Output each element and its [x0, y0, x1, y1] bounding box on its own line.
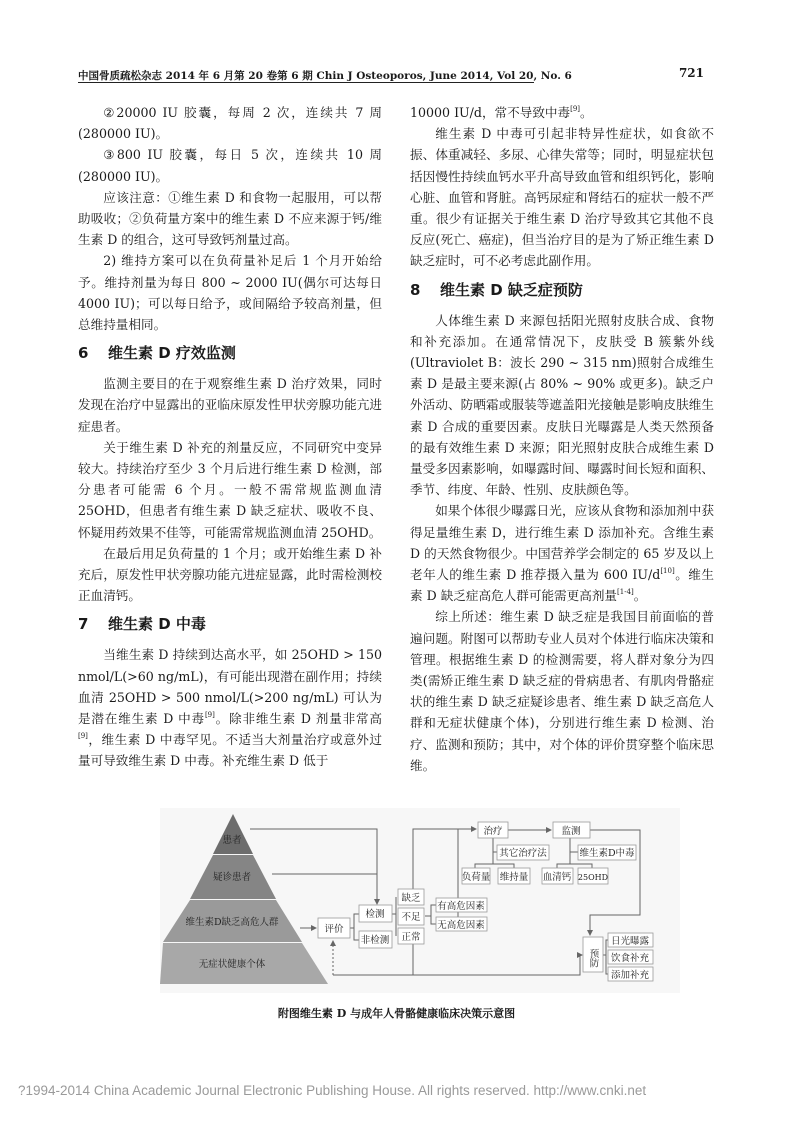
prevention-box: 预防	[587, 948, 599, 968]
paragraph	[410, 500, 714, 606]
paragraph-text: 人体维生素 D 来源包括阳光照射皮肤合成、食物和补充添加。在通常情况下，皮肤受 B 簇紫外线(Ultraviolet B：波长 290 ~ 315 nm)照射合成维生素 D 是最主要来源(占 80% ~ 90% 或更多)。缺乏户外活动、防晒霜或服装等遮盖阳光接触是影响皮肤维生素 D 合成的重要因素。皮肤日光曝露是人类天然预备的最有效维生素 D 来源；阳光照射皮肤合成维生素 D 量受多因素影响，如曝露时间、曝露时间长短和面积、季节、纬度、年龄、性别、皮肤颜色等。	[410, 312, 714, 498]
risk-none: 无高危因素	[437, 920, 485, 931]
header-rule	[78, 82, 534, 83]
section-title: 维生素 D 缺乏症预防	[440, 280, 583, 299]
paragraph-text: 监测主要目的在于观察维生素 D 治疗效果，同时发现在治疗中显露出的亚临床原发性甲状旁腺功能亢进症患者。	[78, 376, 382, 434]
paragraph-text: 2) 维持方案可以在负荷量补足后 1 个月开始给予。维持剂量为每日 800 ~ 2000 IU(偶尔可达每日 4000 IU)；可以每日给予，或间隔给予较高剂量，但总维持量相同。	[78, 253, 382, 333]
toxicity-box: 维生素D中毒	[579, 848, 635, 859]
page-number: 721	[678, 66, 704, 80]
figure-caption: 附图维生素 D 与成年人骨骼健康临床决策示意图	[277, 1007, 516, 1020]
paragraph-text: 应该注意：①维生素 D 和食物一起服用，可以帮助吸收；②负荷量方案中的维生素 D 不应来源于钙/维生素 D 的组合，这可导致钙剂量过高。	[78, 189, 382, 248]
paragraph-text: 10000 IU/d，常不导致中毒	[410, 105, 571, 120]
section-title: 维生素 D 疗效监测	[108, 344, 236, 363]
status-normal: 正常	[401, 932, 421, 943]
paragraph	[410, 310, 714, 501]
paragraph	[78, 250, 382, 335]
loading-dose-box: 负荷量	[461, 872, 491, 883]
journal-header: 中国骨质疏松杂志 2014 年 6 月第 20 卷第 6 期 Chin J Osteoporos, June 2014, Vol 20, No. 6	[78, 70, 572, 82]
paragraph	[78, 644, 382, 771]
paragraph-text: 维生素 D 中毒可引起非特异性症状，如食欲不振、体重减轻、多尿、心律失常等；同时，明显症状包括因慢性持续血钙水平升高导致血管和组织钙化，影响心脏、血管和肾脏。高钙尿症和肾结石的症状一般不严重。很少有证据关于维生素 D 治疗导致其它其他不良反应(死亡、癌症)，但当治疗目的是为了矫正维生素 D 缺乏症时，可不必考虑此副作用。	[410, 126, 714, 269]
paragraph	[78, 437, 382, 543]
section-heading	[410, 280, 714, 300]
decision-diagram	[160, 808, 680, 1000]
pyramid-label-healthy: 无症状健康个体	[198, 959, 266, 970]
paragraph	[410, 102, 714, 123]
monitoring-box: 监测	[561, 826, 581, 837]
citation-reference[interactable]: [10]	[660, 567, 675, 576]
25ohd-box: 25OHD	[577, 873, 609, 882]
paragraph-text: 如果个体很少曝露日光，应该从食物和添加剂中获得足量维生素 D，进行维生素 D 添加补充。含维生素 D 的天然食物很少。中国营养学会制定的 65 岁及以上老年人的维生素 D 推荐摄入量为 600 IU/d	[410, 503, 714, 583]
maintenance-dose-box: 维持量	[499, 872, 529, 883]
paragraph-text: ，维生素 D 中毒罕见。不适当大剂量治疗或意外过量可导致维生素 D 中毒。补充维生素 D 低于	[78, 732, 382, 769]
paragraph-text: ③800 IU 胶囊，每日 5 次，连续共 10 周(280000 IU)。	[78, 147, 382, 184]
prevention-diet: 饮食补充	[610, 953, 650, 964]
prevention-sunlight: 日光曝露	[610, 936, 650, 947]
paragraph-text: 综上所述：维生素 D 缺乏症是我国目前面临的普遍问题。附图可以帮助专业人员对个体进行临床决策和管理。根据维生素 D 的检测需要，将人群对象分为四类(需矫正维生素 D 缺乏症的骨病患者、有肌肉骨骼症状的维生素 D 缺乏症疑诊患者、维生素 D 缺乏高危人群和无症状健康个体)，分别进行维生素 D 检测、治疗、监测和预防；其中，对个体的评价贯穿整个临床思维。	[410, 609, 714, 773]
evaluate-box: 评价	[324, 924, 344, 935]
test-box: 检测	[365, 909, 385, 920]
risk-high: 有高危因素	[437, 901, 485, 912]
paragraph-text: ②20000 IU 胶囊，每周 2 次，连续共 7 周(280000 IU)。	[78, 105, 382, 142]
left-column	[78, 102, 382, 772]
paragraph	[410, 123, 714, 271]
prevention-supplement: 添加补充	[610, 970, 650, 981]
section-number: 7	[78, 615, 89, 634]
paragraph	[78, 144, 382, 186]
paragraph-text: 。除非维生素 D 剂量非常高	[214, 711, 382, 727]
no-test-box: 非检测	[360, 935, 390, 946]
citation-reference[interactable]: [1-4]	[617, 588, 634, 597]
section-heading	[78, 343, 382, 363]
paragraph-text: 当维生素 D 持续到达高水平，如 25OHD > 150 nmol/L(>60 ng/mL)，有可能出现潜在副作用；持续血清 25OHD > 500 nmol/L(>200 ng/mL) 可认为是潜在维生素 D 中毒	[78, 647, 382, 727]
pyramid-label-suspected: 疑诊患者	[212, 872, 252, 883]
serum-calcium-box: 血清钙	[542, 872, 572, 883]
copyright-footer: ?1994-2014 China Academic Journal Electronic Publishing House. All rights reserved. http://www.cnki.net	[18, 1083, 647, 1098]
citation-reference[interactable]: [9]	[78, 732, 88, 741]
paragraph	[78, 102, 382, 144]
paragraph-text: 。	[633, 588, 647, 604]
other-treatment-box: 其它治疗法	[499, 848, 547, 859]
paragraph-text: 关于维生素 D 补充的剂量反应，不同研究中变异较大。持续治疗至少 3 个月后进行维生素 D 检测，部分患者可能需 6 个月。一般不需常规监测血清 25OHD，但患者有维生素 D 缺乏症状、吸收不良、怀疑用药效果不佳等，可能需常规监测血清 25OHD。	[78, 439, 382, 540]
status-deficient: 缺乏	[401, 893, 421, 904]
paragraph-text: 在最后用足负荷量的 1 个月；或开始维生素 D 补充后，原发性甲状旁腺功能亢进症显露，此时需检测校正血清钙。	[78, 545, 382, 604]
citation-reference[interactable]: [9]	[204, 711, 215, 720]
section-title: 维生素 D 中毒	[108, 615, 206, 634]
section-heading	[78, 614, 382, 634]
section-number: 6	[78, 344, 89, 363]
status-insufficient: 不足	[401, 912, 421, 923]
pyramid-label-high-risk: 维生素D缺乏高危人群	[185, 917, 279, 928]
citation-reference[interactable]: [9]	[570, 105, 581, 113]
pyramid-label-patients: 患者	[222, 835, 242, 846]
running-header	[78, 66, 714, 82]
right-column	[410, 102, 714, 776]
paragraph-text: 。	[580, 105, 593, 120]
section-number: 8	[410, 280, 421, 299]
treatment-box: 治疗	[483, 826, 503, 837]
paragraph	[78, 543, 382, 607]
paragraph-text: 。维生素 D 缺乏症高危人群可能需更高剂量	[410, 567, 714, 604]
paragraph	[78, 187, 382, 251]
paragraph	[78, 373, 382, 437]
paragraph	[410, 606, 714, 776]
